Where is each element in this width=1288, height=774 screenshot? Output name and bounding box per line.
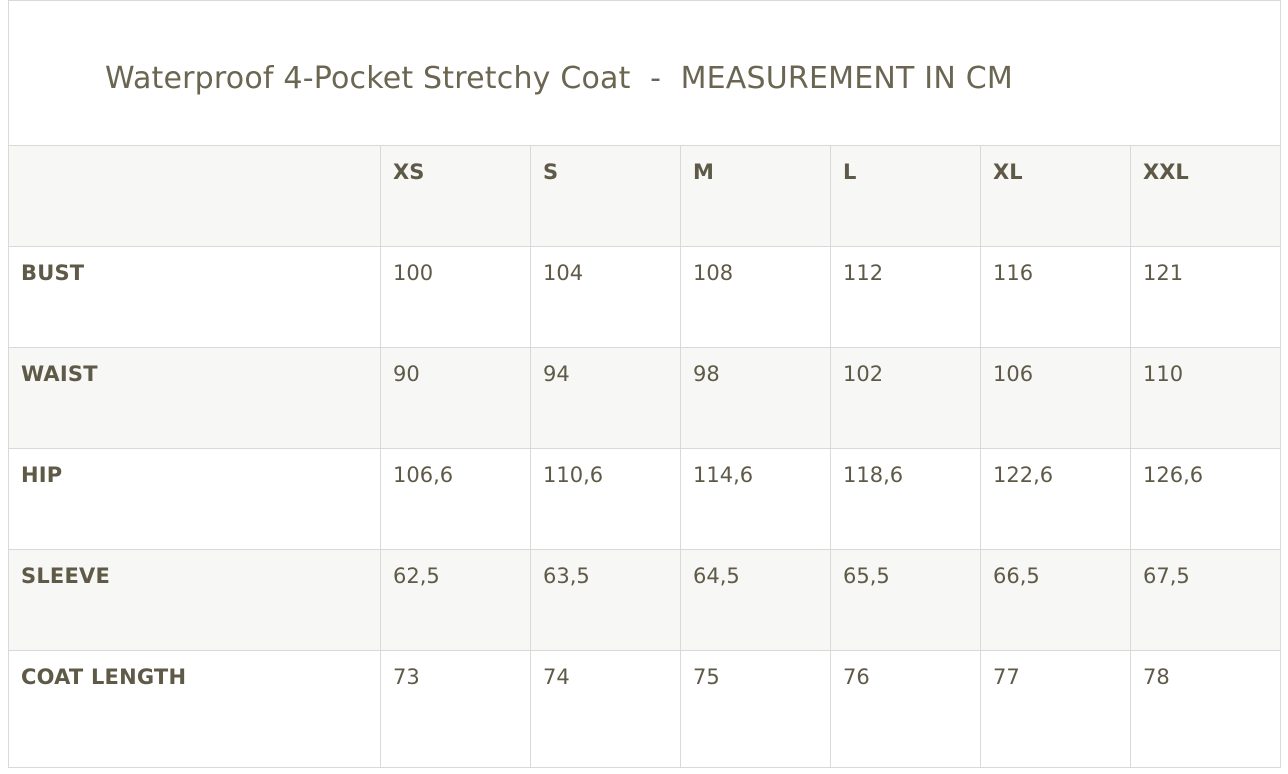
cell-value: 75 [693,665,720,689]
cell-value: 110,6 [543,463,604,487]
cell-bust-s [531,247,681,348]
cell-hip-xl [981,449,1131,550]
cell-value: 126,6 [1143,463,1204,487]
cell-sleeve-m [681,550,831,651]
title-cell [9,1,1281,146]
cell-sleeve-xl [981,550,1131,651]
row-label-cell-waist [9,348,381,449]
row-label-cell-coat-length [9,651,381,768]
cell-value: 90 [393,362,420,386]
cell-value: 74 [543,665,570,689]
header-cell-s [531,146,681,247]
size-chart-table [8,0,1281,768]
cell-bust-l [831,247,981,348]
cell-value: 121 [1143,261,1184,285]
cell-waist-xxl [1131,348,1281,449]
cell-bust-xxl [1131,247,1281,348]
row-label-cell-hip [9,449,381,550]
title-row [9,1,1281,146]
cell-coat-length-l [831,651,981,768]
cell-value: 118,6 [843,463,904,487]
cell-coat-length-xs [381,651,531,768]
row-label-bust: BUST [21,261,85,285]
cell-value: 106 [993,362,1034,386]
cell-value: 102 [843,362,884,386]
header-label-xs: XS [393,160,425,184]
cell-value: 65,5 [843,564,890,588]
table-row [9,449,1281,550]
cell-hip-l [831,449,981,550]
page-title: Waterproof 4-Pocket Stretchy Coat - MEASUREMENT IN CM [105,61,1013,96]
cell-value: 76 [843,665,870,689]
cell-hip-m [681,449,831,550]
row-label-coat-length: COAT LENGTH [21,665,187,689]
cell-value: 77 [993,665,1020,689]
cell-value: 100 [393,261,434,285]
table-header-row [9,146,1281,247]
header-cell-xl [981,146,1131,247]
cell-bust-m [681,247,831,348]
table-row [9,247,1281,348]
table-row [9,550,1281,651]
header-cell-xs [381,146,531,247]
cell-waist-m [681,348,831,449]
cell-coat-length-xl [981,651,1131,768]
cell-bust-xs [381,247,531,348]
row-label-cell-sleeve [9,550,381,651]
cell-sleeve-l [831,550,981,651]
cell-waist-s [531,348,681,449]
table-row [9,348,1281,449]
header-label-l: L [843,160,857,184]
header-label-m: M [693,160,714,184]
cell-sleeve-xs [381,550,531,651]
row-label-sleeve: SLEEVE [21,564,110,588]
cell-coat-length-m [681,651,831,768]
cell-value: 63,5 [543,564,590,588]
cell-value: 108 [693,261,734,285]
cell-hip-s [531,449,681,550]
cell-value: 106,6 [393,463,454,487]
header-corner-cell [9,146,381,247]
cell-value: 114,6 [693,463,754,487]
cell-value: 112 [843,261,884,285]
cell-value: 67,5 [1143,564,1190,588]
cell-value: 122,6 [993,463,1054,487]
cell-value: 73 [393,665,420,689]
header-corner-label [9,146,380,160]
cell-bust-xl [981,247,1131,348]
cell-sleeve-s [531,550,681,651]
cell-value: 62,5 [393,564,440,588]
cell-hip-xxl [1131,449,1281,550]
header-label-xxl: XXL [1143,160,1189,184]
cell-waist-xl [981,348,1131,449]
cell-value: 94 [543,362,570,386]
cell-waist-xs [381,348,531,449]
cell-sleeve-xxl [1131,550,1281,651]
header-label-s: S [543,160,559,184]
cell-hip-xs [381,449,531,550]
cell-value: 66,5 [993,564,1040,588]
cell-value: 104 [543,261,584,285]
row-label-cell-bust [9,247,381,348]
cell-value: 78 [1143,665,1170,689]
cell-value: 64,5 [693,564,740,588]
row-label-hip: HIP [21,463,63,487]
table-row [9,651,1281,768]
cell-waist-l [831,348,981,449]
header-cell-xxl [1131,146,1281,247]
header-cell-l [831,146,981,247]
cell-value: 110 [1143,362,1184,386]
cell-value: 116 [993,261,1034,285]
header-label-xl: XL [993,160,1023,184]
row-label-waist: WAIST [21,362,98,386]
cell-value: 98 [693,362,720,386]
cell-coat-length-xxl [1131,651,1281,768]
cell-coat-length-s [531,651,681,768]
header-cell-m [681,146,831,247]
